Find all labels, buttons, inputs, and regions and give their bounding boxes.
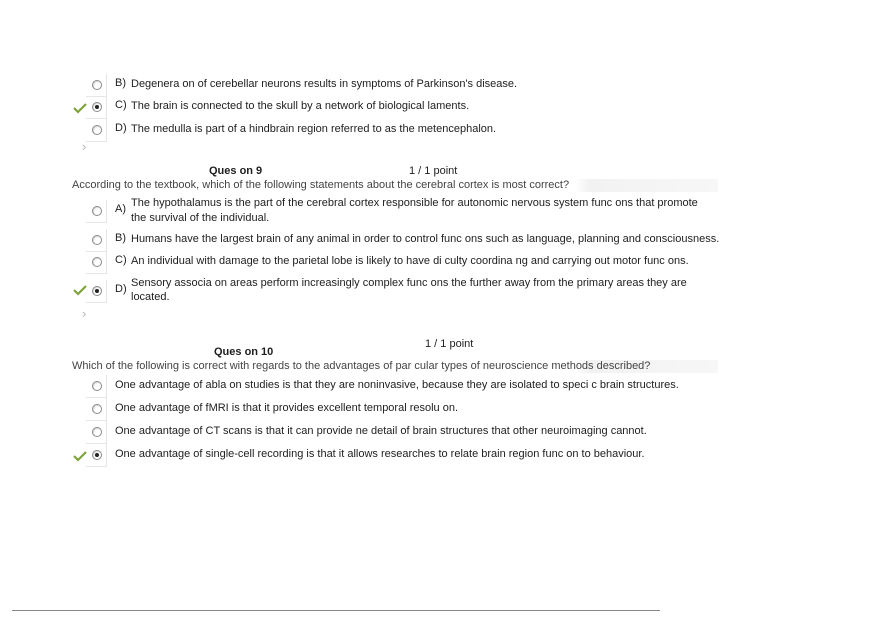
- radio-box: [86, 251, 107, 274]
- radio-box: [86, 74, 107, 97]
- radio-box: [86, 96, 107, 119]
- option-text: Sensory associa on areas perform increasingly complex func ons the further away from the primary areas they are: [131, 277, 687, 289]
- option-letter: D): [115, 283, 127, 295]
- check-icon: [73, 450, 87, 462]
- option-text: One advantage of CT scans is that it can provide ne detail of brain structures that other neuroimaging cannot.: [115, 425, 647, 437]
- option-letter: D): [115, 122, 127, 134]
- option-row[interactable]: [0, 254, 880, 274]
- radio-box: [86, 119, 107, 142]
- radio-box: [86, 280, 107, 303]
- option-text: The brain is connected to the skull by a network of biological laments.: [131, 100, 470, 112]
- check-icon: [73, 102, 87, 114]
- option-text: Humans have the largest brain of any animal in order to control func ons such as language, planning and consciousness.: [131, 233, 720, 245]
- option-row[interactable]: [0, 401, 880, 421]
- option-row[interactable]: [0, 424, 880, 444]
- option-text: The hypothalamus is the part of the cerebral cortex responsible for autonomic nervous system func ons that promote: [131, 197, 698, 209]
- option-row[interactable]: [0, 232, 880, 252]
- option-letter: A): [115, 203, 126, 215]
- option-letter: C): [115, 99, 127, 111]
- radio-box: [86, 421, 107, 444]
- radio-button[interactable]: [92, 235, 102, 245]
- chevron-right-icon[interactable]: ›: [82, 139, 87, 154]
- question-prompt: Which of the following is correct with regards to the advantages of par cular types of neuroscience methods described?: [72, 360, 718, 373]
- radio-box: [86, 398, 107, 421]
- option-row[interactable]: [0, 77, 880, 97]
- option-text: One advantage of abla on studies is that they are noninvasive, because they are isolated to speci c brain structures.: [115, 379, 679, 391]
- check-icon: [73, 284, 87, 296]
- footer-divider: [12, 610, 660, 611]
- option-text: Degenera on of cerebellar neurons results in symptoms of Parkinson's disease.: [131, 78, 518, 90]
- option-row[interactable]: [0, 122, 880, 142]
- option-row[interactable]: [0, 447, 880, 467]
- radio-button[interactable]: [92, 125, 102, 135]
- option-row[interactable]: [0, 99, 880, 119]
- radio-box: [86, 200, 107, 223]
- option-row[interactable]: [0, 378, 880, 398]
- option-row[interactable]: [0, 196, 880, 226]
- radio-box: [86, 229, 107, 252]
- question-title: Ques on 10: [214, 346, 274, 358]
- question-points: 1 / 1 point: [409, 165, 458, 177]
- radio-button[interactable]: [92, 102, 102, 112]
- option-text: One advantage of single-cell recording is that it allows researches to relate brain region func on to behaviour.: [115, 448, 645, 460]
- chevron-right-icon[interactable]: ›: [82, 306, 87, 321]
- radio-button[interactable]: [92, 404, 102, 414]
- option-text: One advantage of fMRI is that it provides excellent temporal resolu on.: [115, 402, 459, 414]
- radio-button[interactable]: [92, 286, 102, 296]
- option-text: An individual with damage to the parietal lobe is likely to have di culty coordina ng and carrying out motor func ons.: [131, 255, 689, 267]
- radio-button[interactable]: [92, 427, 102, 437]
- radio-box: [86, 375, 107, 398]
- question-prompt: According to the textbook, which of the following statements about the cerebral cortex is most correct?: [72, 179, 718, 192]
- option-row[interactable]: [0, 276, 880, 306]
- radio-button[interactable]: [92, 450, 102, 460]
- option-letter: B): [115, 232, 126, 244]
- question-title: Ques on 9: [209, 165, 263, 177]
- option-text: The medulla is part of a hindbrain region referred to as the metencephalon.: [131, 123, 497, 135]
- question-points: 1 / 1 point: [425, 338, 474, 350]
- option-letter: C): [115, 254, 127, 266]
- option-text-line2: the survival of the individual.: [131, 212, 270, 224]
- radio-button[interactable]: [92, 257, 102, 267]
- radio-button[interactable]: [92, 206, 102, 216]
- option-text-line2: located.: [131, 291, 170, 303]
- option-letter: B): [115, 77, 126, 89]
- radio-button[interactable]: [92, 80, 102, 90]
- radio-button[interactable]: [92, 381, 102, 391]
- radio-box: [86, 444, 107, 467]
